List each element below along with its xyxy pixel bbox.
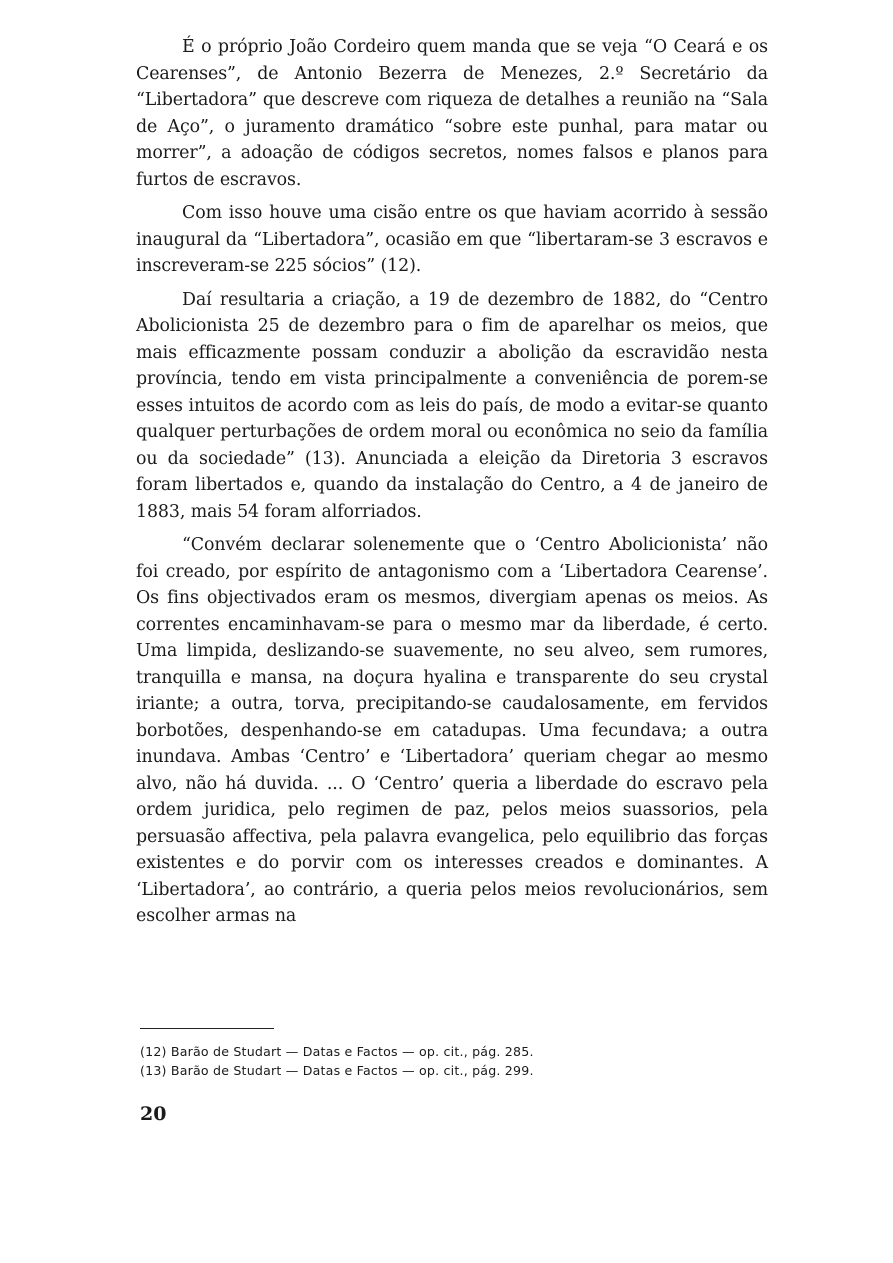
page-number: 20	[140, 1103, 167, 1125]
paragraph-2: Com isso houve uma cisão entre os que haviam acorrido à sessão inaugural da “Libertadora”, ocasião em que “libertaram-se 3 escravos e inscreveram-se 225 sócios” (12).	[136, 203, 768, 276]
paragraph-1: É o próprio João Cordeiro quem manda que se veja “O Ceará e os Cearenses”, de Antonio Bezerra de Menezes, 2.º Secretário da “Libertadora” que descreve com riqueza de detalhes a reunião na “Sala de Aço”, o juramento dramático “sobre este punhal, para matar ou morrer”, a adoação de códigos secretos, nomes falsos e planos para furtos de escravos.	[136, 37, 768, 190]
footnotes	[140, 1042, 760, 1080]
paragraph-3: Daí resultaria a criação, a 19 de dezembro de 1882, do “Centro Abolicionista 25 de dezembro para o fim de aparelhar os meios, que mais efficazmente possam conduzir a abolição da escravidão nesta província, tendo em vista principalmente a conveniência de porem-se esses intuitos de acordo com as leis do país, de modo a evitar-se quanto qualquer perturbações de ordem moral ou econômica no seio da família ou da sociedade” (13). Anunciada a eleição da Diretoria 3 escravos foram libertados e, quando da instalação do Centro, a 4 de janeiro de 1883, mais 54 foram alforriados.	[136, 289, 768, 522]
footnote-12: (12) Barão de Studart — Datas e Factos — op. cit., pág. 285.	[140, 1044, 534, 1059]
body-text	[136, 34, 768, 937]
paragraph-4: “Convém declarar solenemente que o ‘Centro Abolicionista’ não foi creado, por espírito de antagonismo com a ‘Libertadora Cearense’. Os fins objectivados eram os mesmos, divergiam apenas os meios. As correntes encaminhavam-se para o mesmo mar da liberdade, é certo. Uma limpida, deslizando-se suavemente, no seu alveo, sem rumores, tranquilla e mansa, na doçura hyalina e transparente do seu crystal iriante; a outra, torva, precipitando-se caudalosamente, em fervidos borbotões, despenhando-se em catadupas. Uma fecundava; a outra inundava. Ambas ‘Centro’ e ‘Libertadora’ queriam chegar ao mesmo alvo, não há duvida. ... O ‘Centro’ queria a liberdade do escravo pela ordem juridica, pelo regimen de paz, pelos meios suassorios, pela persuasão affectiva, pela palavra evangelica, pelo equilibrio das forças existentes e do porvir com os interesses creados e dominantes. A ‘Libertadora’, ao contrário, a queria pelos meios revolucionários, sem escolher armas na	[136, 535, 768, 926]
footnote-13: (13) Barão de Studart — Datas e Factos — op. cit., pág. 299.	[140, 1063, 534, 1078]
footnote-divider	[140, 1028, 274, 1029]
